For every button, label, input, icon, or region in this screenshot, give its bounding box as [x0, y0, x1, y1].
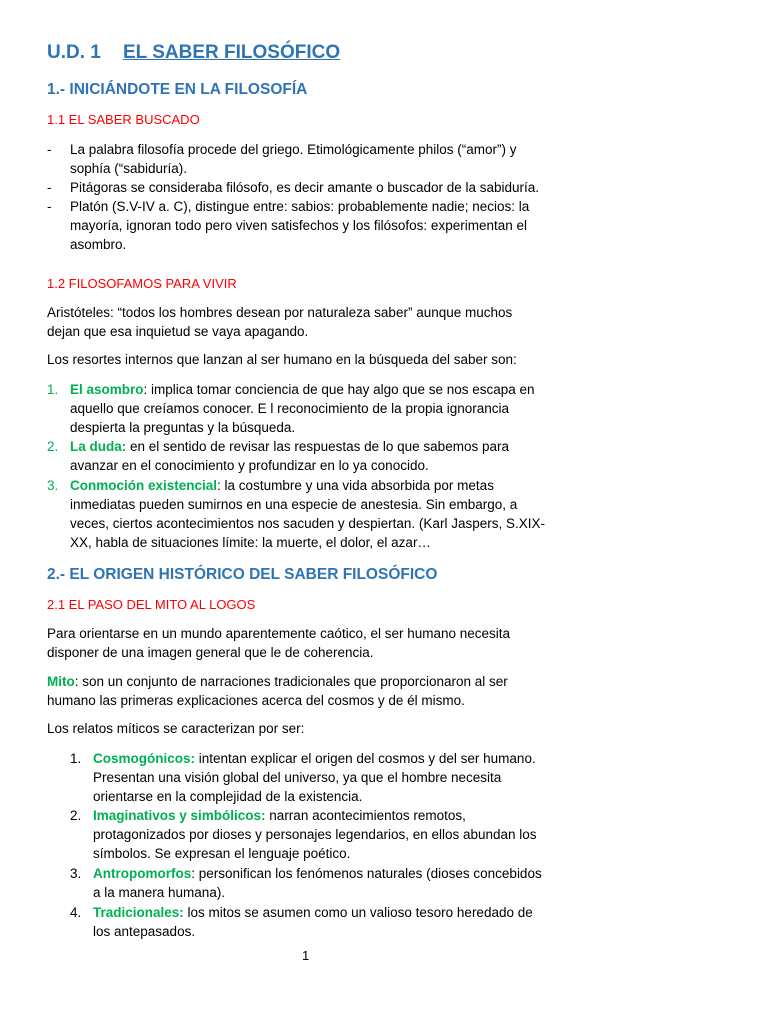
list-term: Tradicionales: [93, 905, 184, 920]
definition-term: Mito [47, 674, 75, 689]
bullet-dash: - [47, 199, 52, 214]
bullet-text: La palabra filosofía procede del griego. Etimológicamente philos (“amor”) y [70, 142, 517, 157]
list-item: Tradicionales: los mitos se asumen como un valioso tesoro heredado de [93, 905, 533, 920]
bullet-dash: - [47, 180, 52, 195]
paragraph: dejan que esa inquietud se vaya apagando. [47, 324, 309, 339]
list-number: 2. [70, 808, 82, 823]
paragraph: Mito: son un conjunto de narraciones tradicionales que proporcionaron al ser [47, 674, 508, 689]
bullet-text: sophía (“sabiduría). [70, 161, 188, 176]
subsection-heading: 2.1 EL PASO DEL MITO AL LOGOS [47, 597, 256, 612]
paragraph: Los relatos míticos se caracterizan por ser: [47, 721, 305, 736]
section-heading: 2.- EL ORIGEN HISTÓRICO DEL SABER FILOSÓFICO [47, 566, 438, 583]
list-number: 1. [47, 382, 59, 397]
list-term: Conmoción existencial [70, 478, 218, 493]
bullet-text: asombro. [70, 237, 127, 252]
paragraph: Aristóteles: “todos los hombres desean por naturaleza saber” aunque muchos [47, 305, 513, 320]
subsection-heading: 1.2 FILOSOFAMOS PARA VIVIR [47, 276, 237, 291]
list-text: XX, habla de situaciones límite: la muerte, el dolor, el azar… [70, 535, 431, 550]
paragraph: Para orientarse en un mundo aparentemente caótico, el ser humano necesita [47, 626, 511, 641]
page-number: 1 [302, 948, 310, 963]
paragraph: Los resortes internos que lanzan al ser humano en la búsqueda del saber son: [47, 352, 517, 367]
list-text: despierta la preguntas y la búsqueda. [70, 420, 296, 435]
list-term: La duda: [70, 439, 127, 454]
paragraph: disponer de una imagen general que le de coherencia. [47, 645, 374, 660]
list-number: 4. [70, 905, 82, 920]
list-text: símbolos. Se expresan el lenguaje poético. [93, 846, 351, 861]
list-number: 2. [47, 439, 59, 454]
bullet-dash: - [47, 142, 52, 157]
list-number: 1. [70, 751, 82, 766]
list-text: a la manera humana). [93, 885, 226, 900]
bullet-text: Platón (S.V-IV a. C), distingue entre: sabios: probablemente nadie; necios: la [70, 199, 530, 214]
list-text: aquello que creíamos conocer. E l reconocimiento de la propia ignorancia [70, 401, 510, 416]
list-number: 3. [47, 478, 59, 493]
paragraph: humano las primeras explicaciones acerca del cosmos y de él mismo. [47, 693, 465, 708]
subsection-heading: 1.1 EL SABER BUSCADO [47, 112, 200, 127]
list-text: los antepasados. [93, 924, 196, 939]
unit-number: U.D. 1 [47, 42, 101, 63]
list-text: inmediatas pueden sumirnos en una especie de anestesia. Sin embargo, a [70, 497, 518, 512]
list-term: Antropomorfos [93, 866, 192, 881]
list-text: protagonizados por dioses y personajes legendarios, en ellos abundan los [93, 827, 537, 842]
list-number: 3. [70, 866, 82, 881]
list-text: orientarse en la complejidad de la existencia. [93, 789, 363, 804]
bullet-text: Pitágoras se consideraba filósofo, es decir amante o buscador de la sabiduría. [70, 180, 540, 195]
list-term: Cosmogónicos: [93, 751, 196, 766]
list-item: Cosmogónicos: intentan explicar el origen del cosmos y del ser humano. [93, 751, 536, 766]
unit-name: EL SABER FILOSÓFICO [123, 42, 341, 63]
list-text: avanzar en el conocimiento y profundizar en lo ya conocido. [70, 458, 429, 473]
list-item: Imaginativos y simbólicos: narran acontecimientos remotos, [93, 808, 466, 823]
list-text: Presentan una visión global del universo, ya que el hombre necesita [93, 770, 502, 785]
list-term: El asombro [70, 382, 144, 397]
list-text: veces, ciertos acontecimientos nos sacuden y despiertan. (Karl Jaspers, S.XIX- [70, 516, 545, 531]
bullet-text: mayoría, ignoran todo pero viven satisfechos y los filósofos: experimentan el [70, 218, 527, 233]
list-item: La duda: en el sentido de revisar las respuestas de lo que sabemos para [70, 439, 509, 454]
section-heading: 1.- INICIÁNDOTE EN LA FILOSOFÍA [47, 81, 308, 98]
list-item: Antropomorfos: personifican los fenómenos naturales (dioses concebidos [93, 866, 542, 881]
list-item: Conmoción existencial: la costumbre y una vida absorbida por metas [70, 478, 494, 493]
unit-title [47, 42, 340, 64]
list-item: El asombro: implica tomar conciencia de que hay algo que se nos escapa en [70, 382, 535, 397]
list-term: Imaginativos y simbólicos: [93, 808, 266, 823]
